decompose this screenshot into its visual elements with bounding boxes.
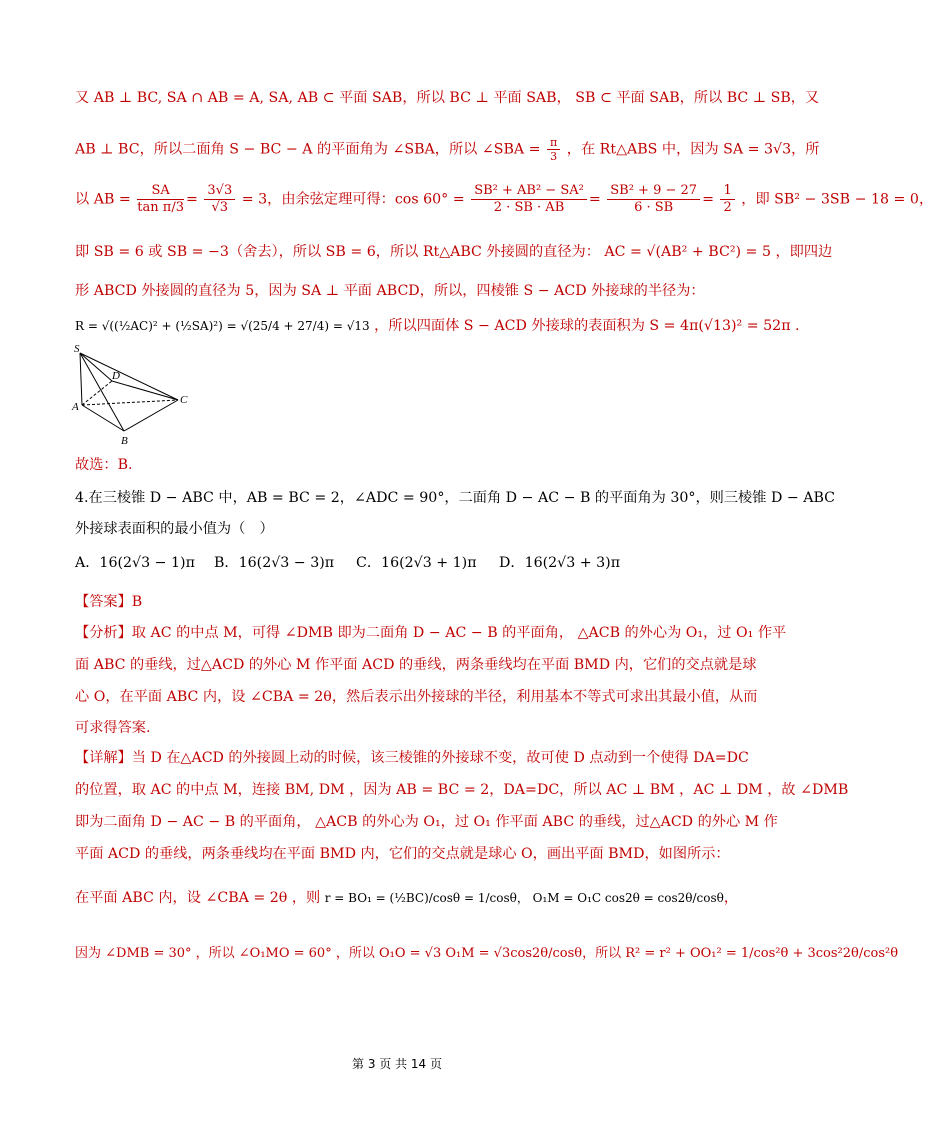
detail-text-6b: ，所以 R² = r² + OO₁² = 1/cos²θ + 3cos²2θ/cos²θ	[582, 946, 899, 961]
analysis-line-4: 可求得答案.	[75, 720, 151, 736]
detail-line-4: 平面 ACD 的垂线，两条垂线均在平面 BMD 内，它们的交点就是球心 O，画出平面 BMD，如图所示：	[75, 846, 730, 862]
three-root3-over-root3-fraction: $\frac{3√3}{√3}$	[204, 183, 235, 216]
edge-ab	[82, 405, 124, 431]
option-a: A．16(2√3 − 1)π	[75, 555, 195, 571]
solution-line-2	[75, 136, 819, 163]
solution-line-2-b: ，在 Rt△ABS 中，因为 SA = 3√3，所	[566, 141, 820, 158]
solution-line-2-a: AB ⊥ BC，所以二面角 S − BC − A 的平面角为 ∠SBA，所以 ∠SBA =	[75, 141, 541, 158]
solution-line-3: 以 AB = $\frac{SA}{\text{tan π/3}}$ = $\frac{3√3}{√3}$ = 3，由余弦定理可得：cos 60° = $\frac{\text{SB² + AB² − SA²}}{2 \cdot SB \cdot AB}$ = $\frac{\text{SB² + 9 − 27}}{6 \cdot SB}$ = $\frac{1}{2}$ ，即 SB² − 3SB − 18 = 0，	[75, 183, 933, 215]
r-formula: r = BO₁ = (½BC)/cosθ = 1/cosθ	[324, 891, 517, 905]
solution-line-4: 即 SB = 6 或 SB = −3（舍去），所以 SB = 6，所以 Rt△ABC 外接圆的直径为： AC = √(AB² + BC²) = 5 ，即四边	[75, 244, 833, 260]
detail-text-6a: 因为 ∠DMB = 30° ，所以 ∠O₁MO = 60° ，所以 O₁O = √3 O₁M = √3cos2θ/cosθ	[75, 946, 583, 961]
label-d: D	[112, 370, 120, 382]
detail-line-1	[75, 747, 749, 769]
solution-line-3-b: = 3，由余弦定理可得：cos 60° =	[241, 191, 465, 208]
option-c: C．16(2√3 + 1)π	[356, 555, 477, 571]
pi-over-3-fraction: $\frac{\pi}{3}$	[547, 136, 560, 163]
pyramid-figure	[66, 343, 196, 448]
solution-line-6-b: ，所以四面体 S − ACD 外接球的表面积为 S = 4π(√13)² = 52π .	[374, 318, 800, 334]
solution-line-6	[75, 315, 800, 337]
answer-line	[75, 591, 142, 613]
detail-tag: 【详解】	[75, 750, 132, 766]
detail-line-5	[75, 887, 738, 909]
analysis-text-1: 取 AC 的中点 M，可得 ∠DMB 即为二面角 D − AC − B 的平面角， △ACB 的外心为 O₁，过 O₁ 作平	[131, 625, 787, 641]
analysis-tag: 【分析】	[75, 625, 132, 641]
cosine-law-fraction-2: $\frac{\text{SB² + 9 − 27}}{6 \cdot SB}$	[607, 183, 700, 216]
edge-sa	[80, 353, 82, 405]
solution-line-5: 形 ABCD 外接圆的直径为 5，因为 SA ⊥ 平面 ABCD，所以，四棱锥 S − ACD 外接球的半径为：	[75, 283, 705, 299]
solution-line-1: 又 AB ⊥ BC, SA ∩ AB = A, SA, AB ⊂ 平面 SAB，所以 BC ⊥ 平面 SAB， SB ⊂ 平面 SAB，所以 BC ⊥ SB，又	[75, 90, 820, 106]
label-c: C	[180, 394, 188, 406]
solution-line-3-a: 以 AB =	[75, 191, 131, 208]
q4-stem-line-2: 外接球表面积的最小值为（ ）	[75, 521, 274, 537]
label-b: B	[121, 435, 128, 447]
sa-over-tan-fraction: $\frac{SA}{\text{tan π/3}}$	[137, 183, 184, 215]
analysis-line-1	[75, 622, 786, 644]
option-b: B．16(2√3 − 3)π	[214, 555, 335, 571]
one-half-fraction: $\frac{1}{2}$	[720, 183, 734, 216]
solution-line-3-c: ，即 SB² − 3SB − 18 = 0，	[741, 191, 933, 208]
detail-line-6	[75, 942, 898, 965]
detail-line-2: 的位置，取 AC 的中点 M，连接 BM, DM ，因为 AB = BC = 2，DA=DC，所以 AC ⊥ BM ，AC ⊥ DM ，故 ∠DMB	[75, 782, 849, 798]
detail-text-1: 当 D 在△ACD 的外接圆上动的时候，该三棱锥的外接球不变，故可使 D 点动到一个使得 DA=DC	[131, 750, 749, 766]
analysis-line-2: 面 ABC 的垂线，过△ACD 的外心 M 作平面 ACD 的垂线，两条垂线均在平面 BMD 内，它们的交点就是球	[75, 657, 757, 673]
answer-tag: 【答案】	[75, 594, 132, 610]
edge-bc	[124, 400, 178, 431]
detail-text-5a: 在平面 ABC 内，设 ∠CBA = 2θ ，则	[75, 890, 321, 906]
page-footer: 第 3 页 共 14 页	[352, 1057, 442, 1071]
edge-sc	[80, 353, 178, 400]
analysis-line-3: 心 O，在平面 ABC 内，设 ∠CBA = 2θ，然后表示出外接球的半径，利用基本不等式可求出其最小值，从而	[75, 689, 758, 705]
cosine-law-fraction-1: $\frac{\text{SB² + AB² − SA²}}{2 \cdot SB \cdot AB}$	[471, 183, 587, 216]
o1m-formula: ， O₁M = O₁C cos2θ = cos2θ/cosθ	[516, 891, 724, 905]
edge-ac-hidden	[82, 400, 178, 405]
detail-line-3: 即为二面角 D − AC − B 的平面角， △ACB 的外心为 O₁，过 O₁ 作平面 ABC 的垂线，过△ACD 的外心 M 作	[75, 814, 778, 830]
label-a: A	[72, 401, 79, 413]
radius-formula: R = √((½AC)² + (½SA)²) = √(25/4 + 27/4) = √13	[75, 319, 370, 333]
detail-text-5d: ，	[723, 890, 739, 906]
answer-choice: 故选：B.	[75, 457, 133, 473]
answer-value: B	[131, 594, 143, 610]
label-s: S	[74, 343, 80, 355]
edge-sb	[80, 353, 124, 431]
edge-sd	[80, 353, 112, 381]
option-d: D．16(2√3 + 3)π	[499, 555, 621, 571]
q4-stem-line-1: 4.在三棱锥 D − ABC 中，AB = BC = 2，∠ADC = 90°，二面角 D − AC − B 的平面角为 30°，则三棱锥 D − ABC	[75, 490, 836, 506]
